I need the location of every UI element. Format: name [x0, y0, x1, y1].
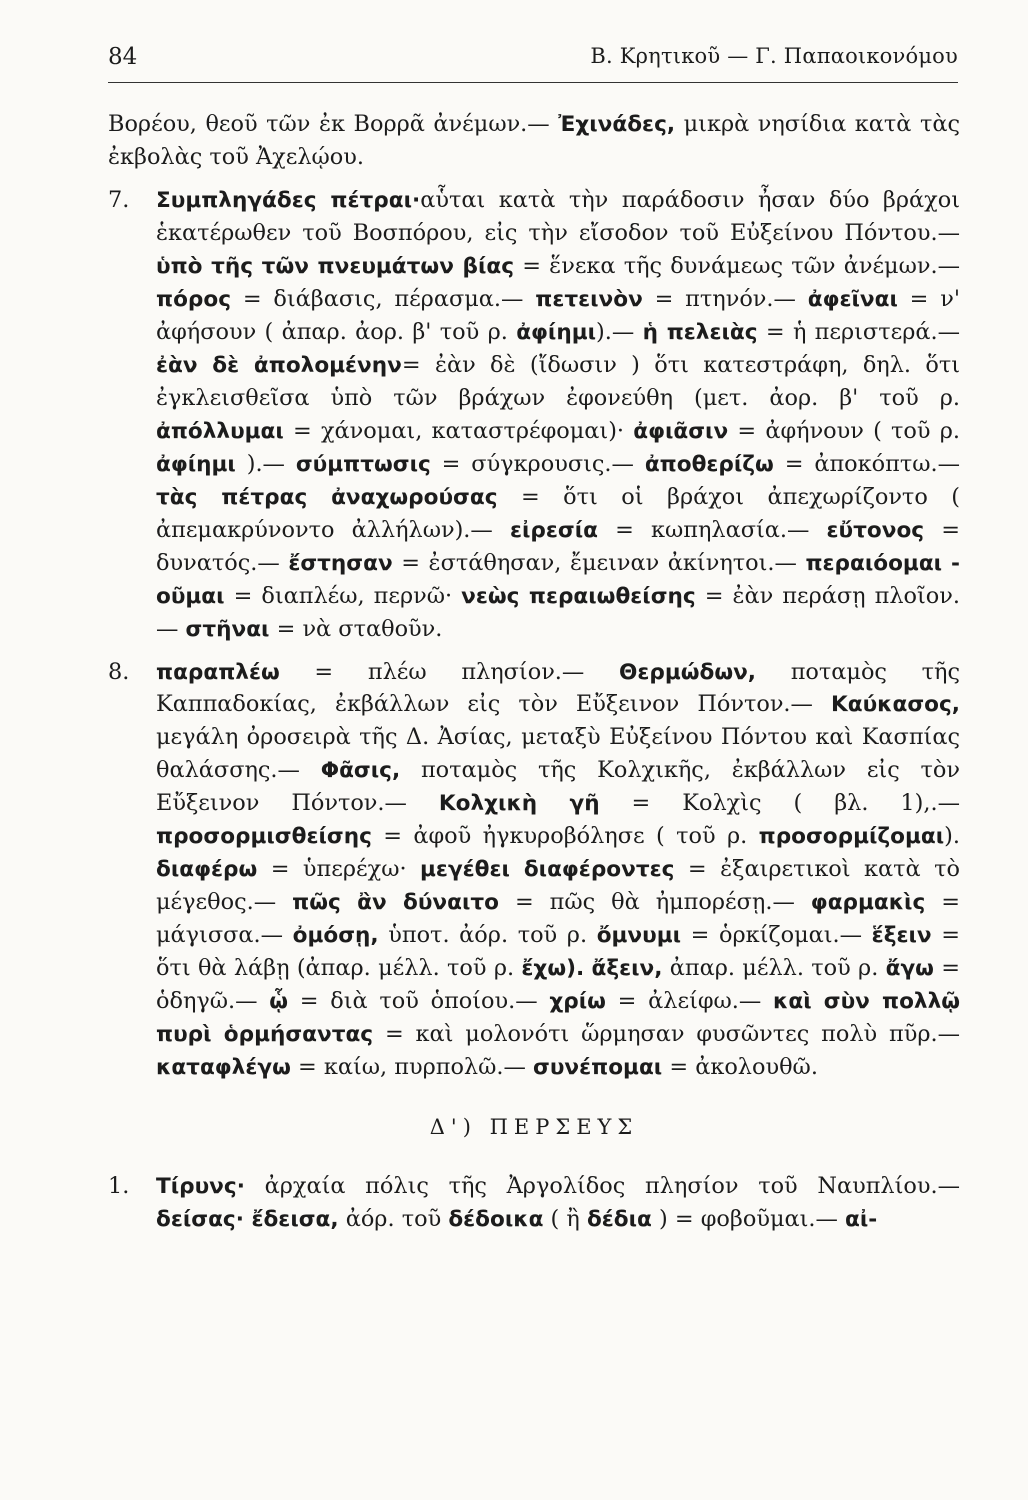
headword: ἐὰν δὲ ἀπολομένην [156, 352, 402, 378]
headword: εἰρεσία [509, 517, 598, 543]
entry-number: 8. [108, 658, 130, 685]
page-number: 84 [108, 44, 138, 70]
text-run: = νὰ σταθοῦν. [269, 615, 443, 642]
text-run: = μάγισσα.— [156, 889, 960, 949]
headword: ἔχω). [521, 956, 585, 982]
text-run: = ὑπερέχω· [257, 856, 421, 883]
headword: Κολχικὴ γῆ [438, 791, 600, 817]
text-run: = ἀφοῦ ἠγκυροβόλησε ( τοῦ ρ. [371, 823, 759, 850]
headword: χρίω [549, 989, 606, 1015]
text-run: = ἐξαιρετικοὶ κατὰ τὸ μέγεθος.— [156, 856, 961, 916]
text-run: Βορέου, θεοῦ τῶν ἐκ Βορρᾶ ἀνέμων.— [108, 111, 559, 137]
headword: ἕξειν [871, 923, 932, 949]
headword: τὰς πέτρας ἀναχωρούσας [156, 484, 498, 510]
text-run: ). [944, 823, 960, 850]
text-run: ).— [235, 450, 296, 477]
text-run: = ὅτι θὰ λάβῃ (ἀπαρ. μέλλ. τοῦ ρ. [156, 922, 960, 982]
headword: ἔστησαν [288, 550, 393, 576]
headword: ἡ πελειὰς [642, 319, 758, 345]
text-run: = διαπλέω, περνῶ· [224, 582, 462, 609]
headword: δείσας· ἔδεισα, [156, 1206, 339, 1232]
text-run: = ἡ περιστερά.— [757, 318, 960, 345]
headword: πετεινὸν [535, 286, 643, 312]
headword: Τίρυνς· [156, 1174, 245, 1199]
text-run: ( ἢ [543, 1205, 587, 1232]
text-run: = σύγκρουσις.— [430, 450, 645, 477]
headword: δέδοικα [448, 1206, 544, 1232]
entry-1 [108, 1170, 960, 1236]
headword: καταφλέγω [156, 1055, 291, 1081]
headword: περαιόομαι - οῦμαι [156, 550, 960, 609]
text-run: ) = φοβοῦμαι.— [651, 1205, 846, 1232]
section-title: Δ') ΠΕΡΣΕΥΣ [429, 1115, 639, 1140]
headword: ἀποθερίζω [644, 451, 774, 477]
headword: συνέπομαι [533, 1055, 663, 1081]
body-text [108, 108, 960, 1236]
text-run: = πλέω πλησίον.— [279, 658, 619, 685]
text-run: ἀόρ. τοῦ [338, 1205, 449, 1232]
text-run: = Κολχὶς ( βλ. 1),.— [599, 790, 960, 817]
headword: προσορμίζομαι [758, 824, 945, 850]
headword: δέδια [586, 1206, 652, 1232]
text-run: = ἀφήνουν ( τοῦ ρ. [728, 417, 960, 444]
text-run: = πτηνόν.— [642, 285, 808, 312]
text-run: = ἕνεκα τῆς δυνάμεως τῶν ἀνέμων.— [514, 252, 960, 279]
headword: ἀφίημι [156, 451, 236, 477]
text-run: = πῶς θὰ ἠμπορέσῃ.— [499, 889, 811, 916]
text-run: = χάνομαι, καταστρέφομαι)· [283, 417, 634, 444]
entry-8 [108, 656, 960, 1085]
headword: ὄμνυμι [596, 923, 682, 949]
text-run: = καὶ μολονότι ὥρμησαν φυσῶντες πολὺ πῦρ.— [373, 1021, 960, 1048]
headword: Φᾶσις, [320, 758, 401, 784]
text-run: = ἐστάθησαν, ἔμειναν ἀκίνητοι.— [392, 549, 806, 576]
text-run: = ὁρκίζομαι.— [681, 922, 872, 949]
headword: πῶς ἂν δύναιτο [292, 890, 500, 916]
headword: πόρος [156, 286, 232, 312]
text-run: = καίω, πυρπολῶ.— [290, 1054, 534, 1081]
entry-number: 1. [108, 1173, 130, 1199]
headword: ἀφιᾶσιν [633, 418, 729, 444]
text-run: = κωπηλασία.— [597, 516, 827, 543]
text-run: = ἐὰν περάσῃ πλοῖον.— [156, 582, 960, 642]
headword: ἄξειν, [591, 956, 663, 982]
headword: στῆναι [185, 616, 270, 642]
headword: Ἐχινάδες, [558, 112, 676, 137]
text-run: αὗται κατὰ τὴν παράδοσιν ἦσαν δύο βράχοι ἑκατέρωθεν τοῦ Βοσπόρου, εἰς τὴν εἴσοδον τοῦ Εὐξείνου Πόντου.— [156, 186, 960, 246]
headword: αἰ- [845, 1206, 878, 1232]
entry-7 [108, 184, 960, 646]
headword: ἀφεῖναι [807, 286, 898, 312]
text-run: = ἀλείφω.— [605, 988, 774, 1015]
text-run: μικρὰ νησίδια κατὰ τὰς ἐκβολὰς τοῦ Ἀχελῴου. [108, 111, 960, 170]
headword: ἀπόλλυμαι [156, 418, 284, 444]
text-run: ποταμὸς τῆς Κολχικῆς, ἐκβάλλων εἰς τὸν Εὔξεινον Πόντον.— [156, 757, 961, 817]
headword: νεὼς περαιωθείσης [461, 583, 696, 609]
headword: ὑπὸ τῆς τῶν πνευμάτων βίας [156, 253, 515, 279]
headword: Καύκασος, [831, 692, 960, 718]
running-head: Β. Κρητικοῦ — Γ. Παπαοικονόμου [590, 44, 958, 68]
text-run: ἀπαρ. μέλλ. τοῦ ρ. [662, 955, 886, 982]
headword: ᾧ [269, 989, 289, 1015]
headword: Συμπληγάδες πέτραι· [156, 187, 421, 213]
text-run: ποταμὸς τῆς Καππαδοκίας, ἐκβάλλων εἰς τὸν Εὔξεινον Πόντον.— [156, 658, 960, 718]
text-run: = ὁδηγῶ.— [156, 955, 960, 1015]
headword: φαρμακὶς [810, 890, 926, 916]
text-run: ).— [596, 318, 643, 345]
headword: διαφέρω [156, 857, 258, 883]
headword: παραπλέω [156, 659, 280, 685]
text-run: ὑποτ. ἀόρ. τοῦ ρ. [378, 922, 597, 949]
text-run: = ἀκολουθῶ. [662, 1054, 818, 1081]
headword: εὔτονος [826, 517, 925, 543]
text-run: ἀρχαία πόλις τῆς Ἀργολίδος πλησίον τοῦ Ναυπλίου.— [244, 1173, 960, 1199]
headword: σύμπτωσις [295, 451, 431, 477]
headword: προσορμισθείσης [156, 824, 372, 850]
continued-paragraph [108, 108, 960, 174]
headword: Θερμώδων, [619, 659, 757, 685]
text-run: = ἐὰν δὲ (ἴδωσιν ) ὅτι κατεστράφη, δηλ. ὅτι ἐγκλεισθεῖσα ὑπὸ τῶν βράχων ἐφονεύθη (μετ. ἀορ. β' τοῦ ρ. [156, 351, 961, 411]
text-run: = διάβασις, πέρασμα.— [231, 285, 536, 312]
headword: καὶ σὺν πολλῷ πυρὶ ὁρμήσαντας [156, 989, 961, 1048]
text-run: μεγάλη ὀροσειρὰ τῆς Δ. Ἀσίας, μεταξὺ Εὐξείνου Πόντου καὶ Κασπίας θαλάσσης.— [156, 724, 960, 784]
text-run: = ὅτι οἱ βράχοι ἀπεχωρίζοντο ( ἀπεμακρύνοντο ἀλλήλων).— [156, 483, 960, 543]
text-run: = ν' ἀφήσουν ( ἀπαρ. ἀορ. β' τοῦ ρ. [156, 285, 961, 345]
text-run: = ἀποκόπτω.— [773, 450, 960, 477]
text-run: = δυνατός.— [156, 516, 960, 576]
text-run: = διὰ τοῦ ὁποίου.— [288, 988, 550, 1015]
headword: ὀμόσῃ, [292, 923, 379, 949]
headword: μεγέθει διαφέροντες [420, 857, 675, 883]
entry-number: 7. [108, 186, 130, 213]
page-header [108, 40, 958, 83]
headword: ἄγω [885, 956, 934, 982]
headword: ἀφίημι [516, 319, 597, 345]
text-run [584, 955, 591, 981]
